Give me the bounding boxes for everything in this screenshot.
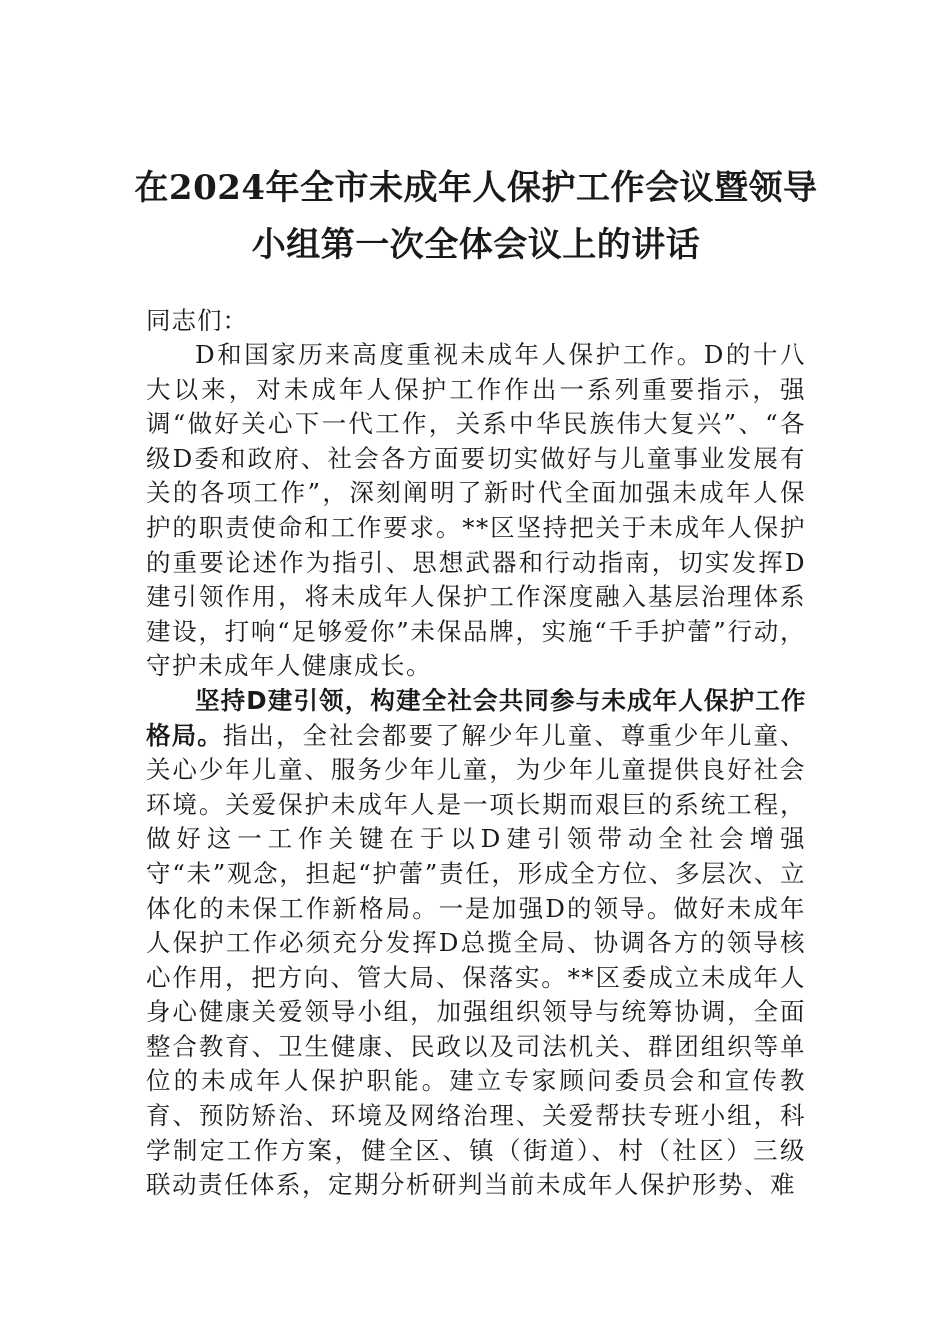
paragraph-party-leadership	[146, 684, 806, 1203]
paragraph-text: D和国家历来高度重视未成年人保护工作。D的十八大以来，对未成年人保护工作作出一系列重要指示，强调“做好关心下一代工作，关系中华民族伟大复兴”、“各级D委和政府、社会各方面要切实做好与儿童事业发展有关的各项工作”，深刻阐明了新时代全面加强未成年人保护的职责使命和工作要求。**区坚持把关于未成年人保护的重要论述作为指引、思想武器和行动指南，切实发挥D建引领作用，将未成年人保护工作深度融入基层治理体系建设，打响“足够爱你”未保品牌，实施“千手护蕾”行动，守护未成年人健康成长。	[146, 340, 806, 681]
paragraph-intro	[146, 338, 806, 684]
document-title: 在2024年全市未成年人保护工作会议暨领导小组第一次全体会议上的讲话	[134, 168, 818, 265]
salutation: 同志们：	[146, 306, 248, 335]
document-page	[134, 160, 818, 1203]
paragraph-text: 指出，全社会都要了解少年儿童、尊重少年儿童、关心少年儿童、服务少年儿童，为少年儿童提供良好社会环境。关爱保护未成年人是一项长期而艰巨的系统工程，做好这一工作关键在于以D建引领带动全社会增强守“未”观念，担起“护蕾”责任，形成全方位、多层次、立体化的未保工作新格局。一是加强D的领导。做好未成年人保护工作必须充分发挥D总揽全局、协调各方的领导核心作用，把方向、管大局、保落实。**区委成立未成年人身心健康关爱领导小组，加强组织领导与统筹协调，全面整合教育、卫生健康、民政以及司法机关、群团组织等单位的未成年人保护职能。建立专家顾问委员会和宣传教育、预防矫治、环境及网络治理、关爱帮扶专班小组，科学制定工作方案，健全区、镇（街道）、村（社区）三级联动责任体系，定期分析研判当前未成年人保护形势、难	[146, 720, 806, 1200]
paragraph-lead: 坚持D建引领，构建全社会共同参与未成年人保护工作格局。	[146, 685, 806, 750]
